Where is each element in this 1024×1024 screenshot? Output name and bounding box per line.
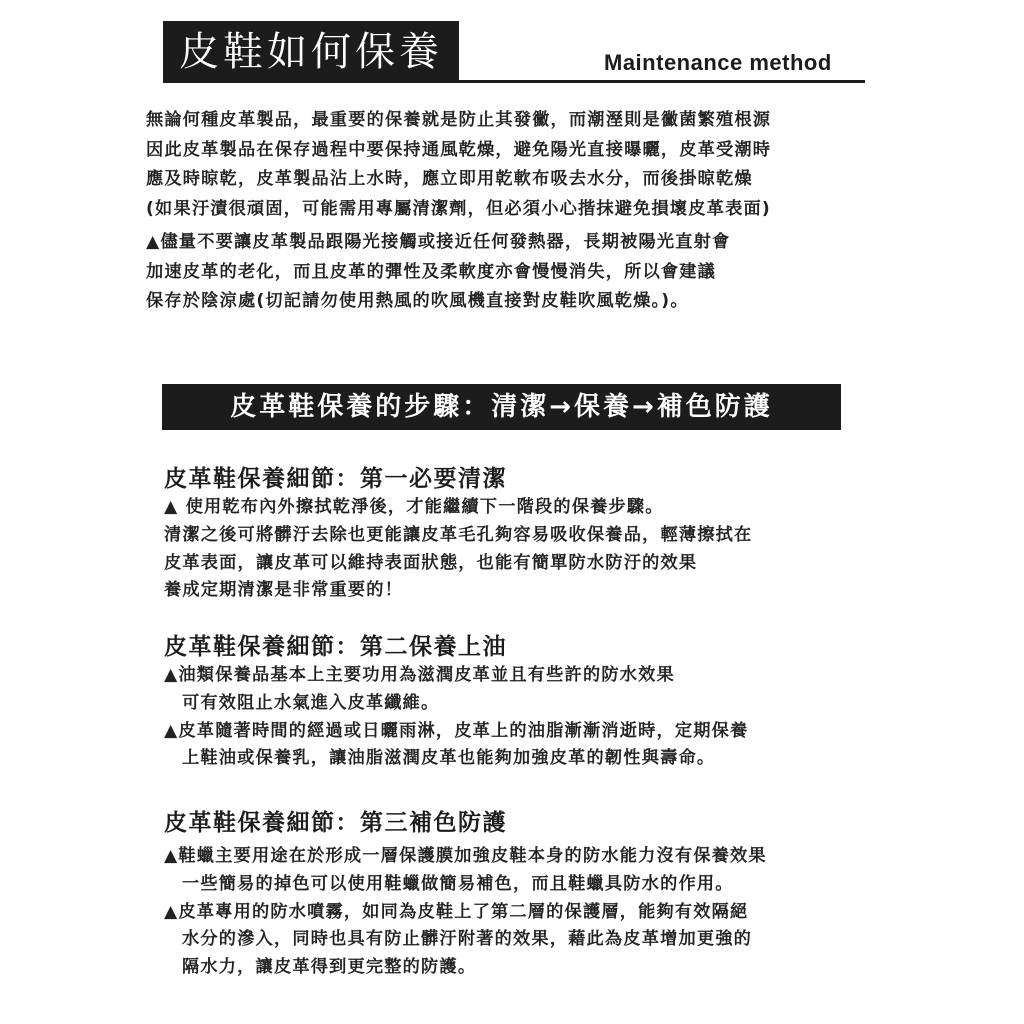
section-line: 上鞋油或保養乳，讓油脂滋潤皮革也能夠加強皮革的韌性與壽命。 [182,748,716,769]
warning-paragraph [146,228,730,317]
section-line: 皮革表面，讓皮革可以維持表面狀態，也能有簡單防水防汙的效果 [164,552,698,573]
intro-line: 因此皮革製品在保存過程中要保持通風乾燥，避免陽光直接曝曬，皮革受潮時 [146,139,772,160]
section-body-oiling [164,662,748,773]
intro-paragraph [146,106,771,224]
section-line: 隔水力，讓皮革得到更完整的防護。 [182,957,477,978]
intro-line: 應及時晾乾，皮革製品沾上水時，應立即用乾軟布吸去水分，而後掛晾乾燥 [146,169,753,189]
section-heading-cleaning: 皮革鞋保養細節：第一必要清潔 [164,466,507,492]
section-line: ▲油類保養品基本上主要功用為滋潤皮革並且有些許的防水效果 [164,665,675,685]
page-subtitle: Maintenance method [604,50,832,75]
section-line: 清潔之後可將髒汙去除也更能讓皮革毛孔夠容易吸收保養品，輕薄擦拭在 [164,524,753,545]
intro-line: (如果汙漬很頑固，可能需用專屬清潔劑，但必須小心揩抹避免損壞皮革表面) [146,198,771,219]
warning-line: 加速皮革的老化，而且皮革的彈性及柔軟度亦會慢慢消失，所以會建議 [146,261,717,282]
section-line: 養成定期清潔是非常重要的！ [164,580,404,601]
section-line: 可有效阻止水氣進入皮革纖維。 [182,692,440,713]
section-line: ▲皮革隨著時間的經過或日曬雨淋，皮革上的油脂漸漸消逝時，定期保養 [164,720,749,741]
section-heading-color-protection: 皮革鞋保養細節：第三補色防護 [164,810,507,836]
steps-banner: 皮革鞋保養的步驟：清潔→保養→補色防護 [162,384,841,430]
section-line: 水分的滲入，同時也具有防止髒汙附著的效果，藉此為皮革增加更強的 [182,929,753,950]
section-line: ▲鞋蠟主要用途在於形成一層保護膜加強皮鞋本身的防水能力沒有保養效果 [164,846,767,866]
section-line: 一些簡易的掉色可以使用鞋蠟做簡易補色，而且鞋蠟具防水的作用。 [182,873,734,894]
page-title: 皮鞋如何保養 [163,21,459,83]
section-line: ▲皮革專用的防水噴霧，如同為皮鞋上了第二層的保護層，能夠有效隔絕 [164,901,749,922]
intro-line: 無論何種皮革製品，最重要的保養就是防止其發黴，而潮溼則是黴菌繁殖根源 [146,110,772,130]
section-body-color-protection [164,843,767,982]
section-line: ▲ 使用乾布內外擦拭乾淨後，才能繼續下一階段的保養步驟。 [164,497,664,517]
section-heading-oiling: 皮革鞋保養細節：第二保養上油 [164,634,507,660]
warning-line: 保存於陰涼處(切記請勿使用熱風的吹風機直接對皮鞋吹風乾燥。)。 [146,291,689,311]
warning-line: ▲儘量不要讓皮革製品跟陽光接觸或接近任何發熱器，長期被陽光直射會 [146,232,731,252]
section-body-cleaning [164,494,752,605]
